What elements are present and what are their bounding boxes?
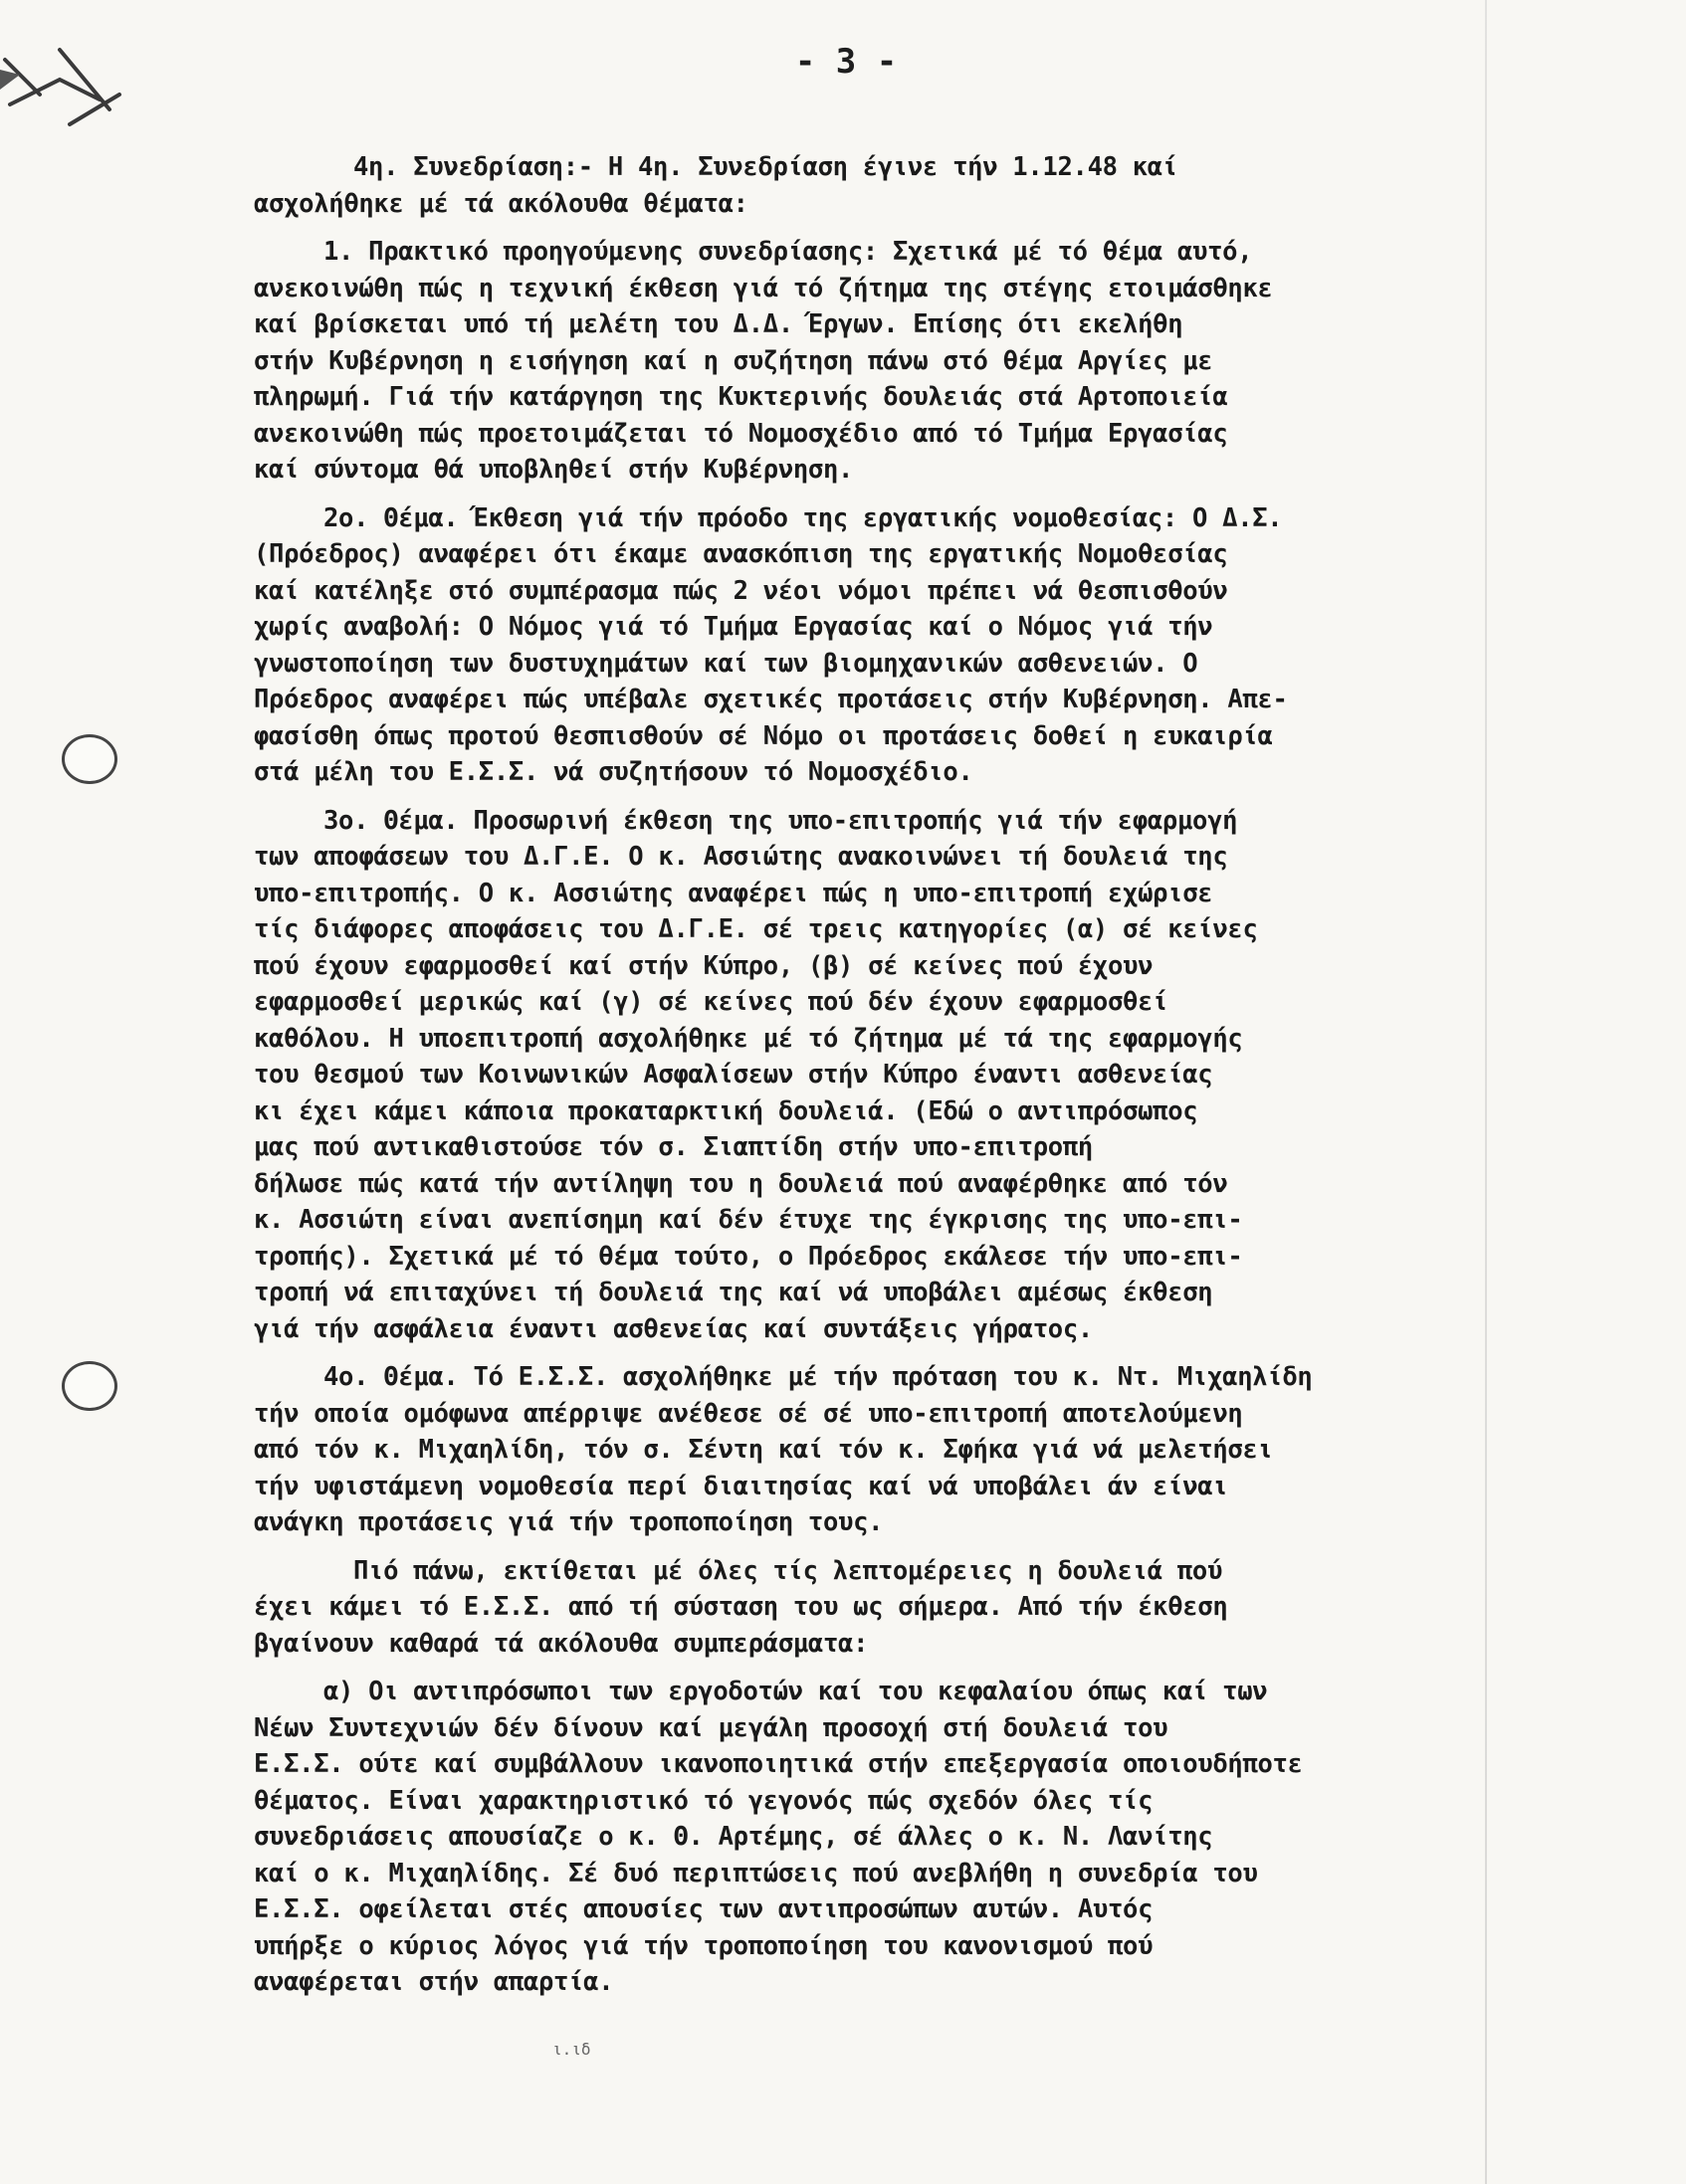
paragraph-p6 xyxy=(254,1553,1677,1663)
text-line: ανεκοινώθη πώς προετοιμάζεται τό Νομοσχέδιο από τό Τμήμα Εργασίας xyxy=(254,418,1228,449)
text-line: υπήρξε ο κύριος λόγος γιά τήν τροποποίηση του κανονισμού πού xyxy=(254,1930,1154,1961)
text-line: κ. Ασσιώτη είναι ανεπίσημη καί δέν έτυχε της έγκρισης της υπο-επι- xyxy=(254,1205,1243,1235)
paragraph-p1 xyxy=(254,149,1677,222)
text-line: στήν Κυβέρνηση η εισήγηση καί η συζήτηση πάνω στό θέμα Αργίες με xyxy=(254,345,1213,376)
text-line: Πιό πάνω, εκτίθεται μέ όλες τίς λεπτομέρειες η δουλειά πού xyxy=(353,1555,1223,1586)
text-line: των αποφάσεων του Δ.Γ.Ε. Ο κ. Ασσιώτης ανακοινώνει τή δουλειά της xyxy=(254,842,1228,872)
text-line: ασχολήθηκε μέ τά ακόλουθα θέματα: xyxy=(254,188,748,219)
text-line: χωρίς αναβολή: Ο Νόμος γιά τό Τμήμα Εργασίας καί ο Νόμος γιά τήν xyxy=(254,612,1213,642)
text-line: τροπή νά επιταχύνει τή δουλειά της καί νά υποβάλει αμέσως έκθεση xyxy=(254,1278,1213,1307)
text-line: καί ο κ. Μιχαηλίδης. Σέ δυό περιπτώσεις πού ανεβλήθη η συνεδρία του xyxy=(254,1858,1258,1888)
text-line: έχει κάμει τό Ε.Σ.Σ. από τή σύσταση του ως σήμερα. Από τήν έκθεση xyxy=(254,1592,1228,1622)
text-line: τήν υφιστάμενη νομοθεσία περί διαιτησίας καί νά υποβάλει άν είναι xyxy=(254,1471,1228,1501)
text-line: (Πρόεδρος) αναφέρει ότι έκαμε ανασκόπιση της εργατικής Νομοθεσίας xyxy=(254,539,1228,569)
text-line: κι έχει κάμει κάποια προκαταρκτική δουλειά. (Εδώ ο αντιπρόσωπος xyxy=(254,1095,1198,1126)
punch-hole-icon xyxy=(62,734,117,784)
text-line: 4ο. Θέμα. Τό Ε.Σ.Σ. ασχολήθηκε μέ τήν πρόταση του κ. Ντ. Μιχαηλίδη xyxy=(323,1362,1313,1392)
text-line: γνωστοποίηση των δυστυχημάτων καί των βιομηχανικών ασθενειών. Ο xyxy=(254,648,1198,679)
text-line: Ε.Σ.Σ. οφείλεται στές απουσίες των αντιπροσώπων αυτών. Αυτός xyxy=(254,1894,1154,1924)
text-line: Ε.Σ.Σ. ούτε καί συμβάλλουν ικανοποιητικά στήν επεξεργασία οποιουδήποτε xyxy=(254,1749,1303,1779)
text-line: από τόν κ. Μιχαηλίδη, τόν σ. Σέντη καί τόν κ. Σφήκα γιά νά μελετήσει xyxy=(254,1435,1273,1465)
text-line: εφαρμοσθεί μερικώς καί (γ) σέ κείνες πού δέν έχουν εφαρμοσθεί xyxy=(254,987,1168,1017)
text-line: αναφέρεται στήν απαρτία. xyxy=(254,1967,614,1997)
body-text xyxy=(254,149,1677,2149)
paragraph-p2 xyxy=(254,234,1677,489)
text-line: μας πού αντικαθιστούσε τόν σ. Σιαπτίδη στήν υπο-επιτροπή xyxy=(254,1132,1093,1162)
text-line: καί σύντομα θά υποβληθεί στήν Κυβέρνηση. xyxy=(254,455,854,485)
text-line: τήν οποία ομόφωνα απέρριψε ανέθεσε σέ σέ υπο-επιτροπή αποτελούμενη xyxy=(254,1398,1243,1429)
text-line: θέματος. Είναι χαρακτηριστικό τό γεγονός πώς σχεδόν όλες τίς xyxy=(254,1785,1154,1816)
text-line: καί βρίσκεται υπό τή μελέτη του Δ.Δ. Έργων. Επίσης ότι εκελήθη xyxy=(254,309,1183,339)
text-line: πληρωμή. Γιά τήν κατάργηση της Κυκτερινής δουλειάς στά Αρτοποιεία xyxy=(254,382,1228,412)
text-line: του θεσμού των Κοινωνικών Ασφαλίσεων στήν Κύπρο έναντι ασθενείας xyxy=(254,1060,1213,1090)
text-line: 1. Πρακτικό προηγούμενης συνεδρίασης: Σχετικά μέ τό θέμα αυτό, xyxy=(323,237,1253,267)
text-line: καί κατέληξε στό συμπέρασμα πώς 2 νέοι νόμοι πρέπει νά θεσπισθούν xyxy=(254,575,1228,606)
text-line: φασίσθη όπως προτού θεσπισθούν σέ Νόμο οι προτάσεις δοθεί η ευκαιρία xyxy=(254,720,1273,751)
text-line: πού έχουν εφαρμοσθεί καί στήν Κύπρο, (β) σέ κείνες πού έχουν xyxy=(254,950,1154,981)
paragraph-p3 xyxy=(254,500,1677,791)
text-line: 4η. Συνεδρίαση:- Η 4η. Συνεδρίαση έγινε τήν 1.12.48 καί xyxy=(353,152,1177,182)
text-line: ανεκοινώθη πώς η τεχνική έκθεση γιά τό ζήτημα της στέγης ετοιμάσθηκε xyxy=(254,273,1273,303)
text-line: συνεδριάσεις απουσίαζε ο κ. Θ. Αρτέμης, σέ άλλες ο κ. Ν. Λανίτης xyxy=(254,1822,1213,1852)
text-line: υπο-επιτροπής. Ο κ. Ασσιώτης αναφέρει πώς η υπο-επιτροπή εχώρισε xyxy=(254,878,1213,908)
text-line: Πρόεδρος αναφέρει πώς υπέβαλε σχετικές προτάσεις στήν Κυβέρνηση. Απε- xyxy=(254,685,1288,714)
scratch-mark-icon xyxy=(0,0,169,149)
text-line: Νέων Συντεχνιών δέν δίνουν καί μεγάλη προσοχή στή δουλειά του xyxy=(254,1712,1168,1743)
paragraph-p4 xyxy=(254,803,1677,1348)
paragraph-p5 xyxy=(254,1359,1677,1541)
text-line: γιά τήν ασφάλεια έναντι ασθενείας καί συντάξεις γήρατος. xyxy=(254,1313,1093,1344)
text-line: τίς διάφορες αποφάσεις του Δ.Γ.Ε. σέ τρεις κατηγορίες (α) σέ κείνες xyxy=(254,914,1258,944)
text-line: καθόλου. Η υποεπιτροπή ασχολήθηκε μέ τό ζήτημα μέ τά της εφαρμογής xyxy=(254,1023,1243,1054)
text-line: ανάγκη προτάσεις γιά τήν τροποποίηση τους. xyxy=(254,1507,884,1537)
text-line: βγαίνουν καθαρά τά ακόλουθα συμπεράσματα: xyxy=(254,1628,869,1659)
footer-mark: ι.ιδ xyxy=(552,2040,591,2059)
page-number: - 3 - xyxy=(794,42,898,82)
text-line: α) Οι αντιπρόσωποι των εργοδοτών καί του κεφαλαίου όπως καί των xyxy=(323,1677,1268,1706)
text-line: 3ο. Θέμα. Προσωρινή έκθεση της υπο-επιτροπής γιά τήν εφαρμογή xyxy=(323,805,1238,836)
punch-hole-icon xyxy=(62,1361,117,1411)
text-line: 2ο. Θέμα. Έκθεση γιά τήν πρόοδο της εργατικής νομοθεσίας: Ο Δ.Σ. xyxy=(323,502,1283,533)
text-line: δήλωσε πώς κατά τήν αντίληψη του η δουλειά πού αναφέρθηκε από τόν xyxy=(254,1168,1228,1199)
text-line: τροπής). Σχετικά μέ τό θέμα τούτο, ο Πρόεδρος εκάλεσε τήν υπο-επι- xyxy=(254,1241,1243,1272)
text-line: στά μέλη του Ε.Σ.Σ. νά συζητήσουν τό Νομοσχέδιο. xyxy=(254,757,973,787)
paragraph-p7 xyxy=(254,1674,1677,2001)
